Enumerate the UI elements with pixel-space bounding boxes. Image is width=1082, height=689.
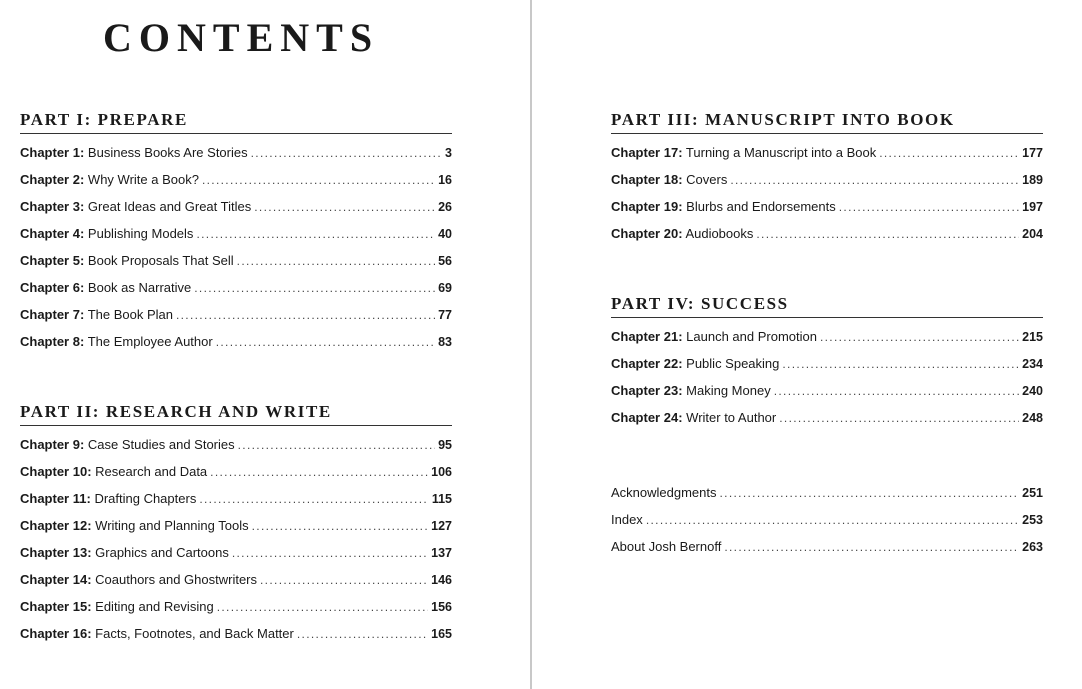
page-title: CONTENTS <box>103 15 380 60</box>
toc-entry[interactable] <box>611 172 1043 199</box>
chapter-number: Chapter 8: <box>20 334 85 349</box>
chapter-title: The Book Plan <box>87 307 173 322</box>
chapter-title: Publishing Models <box>87 226 194 241</box>
part-heading: PART II: RESEARCH AND WRITE <box>20 402 452 426</box>
page-number: 215 <box>1022 330 1043 344</box>
chapter-title: Editing and Revising <box>95 599 214 614</box>
toc-entry[interactable] <box>611 329 1043 356</box>
dot-leader <box>196 226 435 242</box>
page-number: 240 <box>1022 384 1043 398</box>
chapter-number: Chapter 12: <box>20 518 92 533</box>
back-matter-list <box>611 485 1043 566</box>
part-heading: PART III: MANUSCRIPT INTO BOOK <box>611 110 1043 134</box>
dot-leader <box>210 464 428 480</box>
toc-entry[interactable] <box>20 464 452 491</box>
chapter-title: Writer to Author <box>686 410 777 425</box>
page-number: 69 <box>438 281 452 295</box>
toc-entry[interactable] <box>20 626 452 653</box>
dot-leader <box>216 334 435 350</box>
dot-leader <box>176 307 435 323</box>
part-heading: PART IV: SUCCESS <box>611 294 1043 318</box>
page-number: 26 <box>438 200 452 214</box>
toc-entry[interactable] <box>611 145 1043 172</box>
toc-entry[interactable] <box>611 410 1043 437</box>
chapter-number: Chapter 1: <box>20 145 85 160</box>
toc-entry[interactable] <box>20 334 452 361</box>
toc-entry[interactable] <box>611 199 1043 226</box>
toc-entry[interactable] <box>20 572 452 599</box>
toc-entry[interactable] <box>20 545 452 572</box>
dot-leader <box>260 572 428 588</box>
chapter-title: The Employee Author <box>87 334 213 349</box>
dot-leader <box>232 545 428 561</box>
chapter-title: Research and Data <box>95 464 208 479</box>
back-matter-title: Index <box>611 512 643 527</box>
page-number: 115 <box>431 492 452 506</box>
chapter-title: Launch and Promotion <box>686 329 817 344</box>
chapter-number: Chapter 3: <box>20 199 85 214</box>
chapter-title: Graphics and Cartoons <box>95 545 229 560</box>
toc-entry[interactable] <box>20 437 452 464</box>
back-matter-entry[interactable] <box>611 539 1043 566</box>
chapter-number: Chapter 23: <box>611 383 683 398</box>
dot-leader <box>724 539 1019 555</box>
page-number: 189 <box>1022 173 1043 187</box>
toc-entry[interactable] <box>20 518 452 545</box>
dot-leader <box>646 512 1019 528</box>
toc-entry[interactable] <box>20 491 452 518</box>
chapter-number: Chapter 15: <box>20 599 92 614</box>
toc-entry[interactable] <box>611 226 1043 253</box>
dot-leader <box>720 485 1020 501</box>
toc-entry[interactable] <box>20 307 452 334</box>
chapter-title: Book Proposals That Sell <box>87 253 234 268</box>
toc-entry[interactable] <box>20 199 452 226</box>
chapter-title: Book as Narrative <box>87 280 192 295</box>
chapter-title: Covers <box>686 172 728 187</box>
chapter-title: Public Speaking <box>686 356 780 371</box>
page-number: 137 <box>431 546 452 560</box>
chapter-number: Chapter 9: <box>20 437 85 452</box>
part-section <box>20 110 452 361</box>
dot-leader <box>774 383 1019 399</box>
chapter-number: Chapter 19: <box>611 199 683 214</box>
chapter-number: Chapter 7: <box>20 307 85 322</box>
chapter-title: Business Books Are Stories <box>87 145 248 160</box>
toc-entry[interactable] <box>20 145 452 172</box>
dot-leader <box>238 437 435 453</box>
chapter-number: Chapter 11: <box>20 491 91 506</box>
toc-entry[interactable] <box>20 253 452 280</box>
chapter-number: Chapter 18: <box>611 172 683 187</box>
page-number: 197 <box>1022 200 1043 214</box>
back-matter-title: Acknowledgments <box>611 485 717 500</box>
dot-leader <box>730 172 1019 188</box>
toc-entry[interactable] <box>20 280 452 307</box>
chapter-title: Making Money <box>686 383 771 398</box>
page-number: 83 <box>438 335 452 349</box>
chapter-title: Why Write a Book? <box>87 172 199 187</box>
page-number: 95 <box>438 438 452 452</box>
back-matter-entry[interactable] <box>611 485 1043 512</box>
right-page <box>532 0 1082 689</box>
toc-entry[interactable] <box>20 172 452 199</box>
page-number: 3 <box>445 146 452 160</box>
dot-leader <box>251 145 442 161</box>
chapter-number: Chapter 13: <box>20 545 92 560</box>
chapter-number: Chapter 22: <box>611 356 683 371</box>
dot-leader <box>839 199 1019 215</box>
page-number: 16 <box>438 173 452 187</box>
page-number: 248 <box>1022 411 1043 425</box>
toc-entry[interactable] <box>611 356 1043 383</box>
part-section <box>611 294 1043 437</box>
page-number: 204 <box>1022 227 1043 241</box>
toc-entry[interactable] <box>20 226 452 253</box>
dot-leader <box>252 518 429 534</box>
dot-leader <box>237 253 435 269</box>
page-number: 40 <box>438 227 452 241</box>
chapter-number: Chapter 16: <box>20 626 92 641</box>
dot-leader <box>779 410 1019 426</box>
page-number: 127 <box>431 519 452 533</box>
chapter-title: Coauthors and Ghostwriters <box>95 572 258 587</box>
chapter-number: Chapter 4: <box>20 226 85 241</box>
toc-entry[interactable] <box>611 383 1043 410</box>
dot-leader <box>782 356 1019 372</box>
chapter-title: Audiobooks <box>685 226 754 241</box>
left-page <box>0 0 530 689</box>
page-number: 77 <box>438 308 452 322</box>
page-number: 253 <box>1022 513 1043 527</box>
dot-leader <box>254 199 435 215</box>
page-number: 165 <box>431 627 452 641</box>
chapter-number: Chapter 6: <box>20 280 85 295</box>
dot-leader <box>202 172 435 188</box>
page-number: 106 <box>431 465 452 479</box>
dot-leader <box>820 329 1019 345</box>
toc-entry[interactable] <box>20 599 452 626</box>
chapter-number: Chapter 21: <box>611 329 683 344</box>
chapter-title: Great Ideas and Great Titles <box>87 199 252 214</box>
page-number: 251 <box>1022 486 1043 500</box>
page-number: 234 <box>1022 357 1043 371</box>
chapter-title: Turning a Manuscript into a Book <box>685 145 877 160</box>
page-number: 146 <box>431 573 452 587</box>
chapter-number: Chapter 24: <box>611 410 683 425</box>
page-number: 156 <box>431 600 452 614</box>
chapter-title: Blurbs and Endorsements <box>686 199 836 214</box>
chapter-title: Drafting Chapters <box>94 491 197 506</box>
chapter-title: Case Studies and Stories <box>87 437 235 452</box>
part-section <box>20 402 452 653</box>
chapter-number: Chapter 17: <box>611 145 683 160</box>
chapter-title: Facts, Footnotes, and Back Matter <box>95 626 294 641</box>
dot-leader <box>756 226 1019 242</box>
dot-leader <box>297 626 428 642</box>
page-number: 56 <box>438 254 452 268</box>
chapter-number: Chapter 2: <box>20 172 85 187</box>
page-number: 177 <box>1022 146 1043 160</box>
chapter-title: Writing and Planning Tools <box>95 518 249 533</box>
chapter-number: Chapter 20: <box>611 226 683 241</box>
part-section <box>611 110 1043 253</box>
chapter-number: Chapter 10: <box>20 464 92 479</box>
back-matter-entry[interactable] <box>611 512 1043 539</box>
dot-leader <box>217 599 428 615</box>
chapter-number: Chapter 5: <box>20 253 85 268</box>
back-matter-title: About Josh Bernoff <box>611 539 722 554</box>
part-heading: PART I: PREPARE <box>20 110 452 134</box>
dot-leader <box>879 145 1019 161</box>
page-number: 263 <box>1022 540 1043 554</box>
chapter-number: Chapter 14: <box>20 572 92 587</box>
dot-leader <box>199 491 429 507</box>
dot-leader <box>194 280 435 296</box>
